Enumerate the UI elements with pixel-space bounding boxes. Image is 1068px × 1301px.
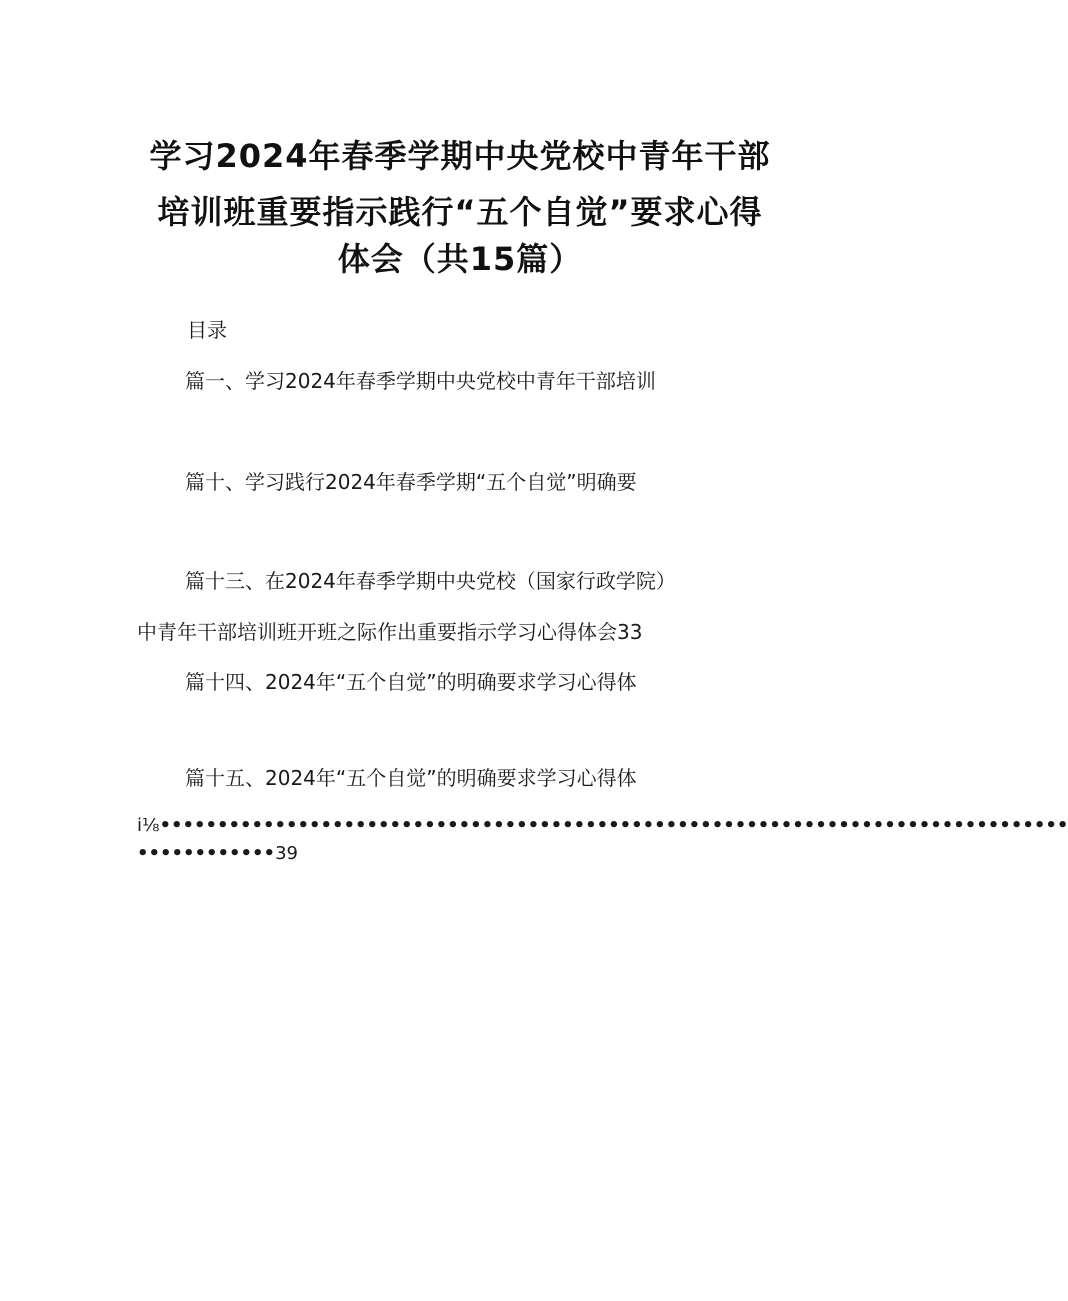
document-title-line-1: 学习2024年春季学期中央党校中青年干部	[149, 137, 771, 175]
toc-entry-15-page-number: 39	[275, 843, 298, 864]
toc-entry-15-leader-prefix: i⅛	[137, 815, 160, 836]
toc-entry-15-leader-line-1	[137, 815, 1068, 836]
document-title-line-3: 体会（共15篇）	[337, 240, 583, 278]
toc-entry-13-line-1[interactable]: 篇十三、在2024年春季学期中央党校（国家行政学院）	[185, 569, 676, 593]
toc-entry-10[interactable]: 篇十、学习践行2024年春季学期“五个自觉”明确要	[185, 470, 637, 494]
toc-dot-leader: ••••••••••••	[137, 843, 276, 864]
toc-entry-1[interactable]: 篇一、学习2024年春季学期中央党校中青年干部培训	[185, 369, 656, 393]
toc-heading: 目录	[187, 318, 227, 342]
toc-dot-leader: •••••••••••••••••••••••••••••••••••••••••••••••••••••••••••••••••••••••••••••••	[159, 815, 1068, 836]
toc-entry-14[interactable]: 篇十四、2024年“五个自觉”的明确要求学习心得体	[185, 670, 637, 694]
toc-entry-15-leader-line-2	[137, 845, 298, 863]
toc-entry-13-line-2[interactable]: 中青年干部培训班开班之际作出重要指示学习心得体会33	[137, 620, 643, 644]
toc-entry-15[interactable]: 篇十五、2024年“五个自觉”的明确要求学习心得体	[185, 766, 637, 790]
document-title-line-2: 培训班重要指示践行“五个自觉”要求心得	[157, 193, 763, 231]
